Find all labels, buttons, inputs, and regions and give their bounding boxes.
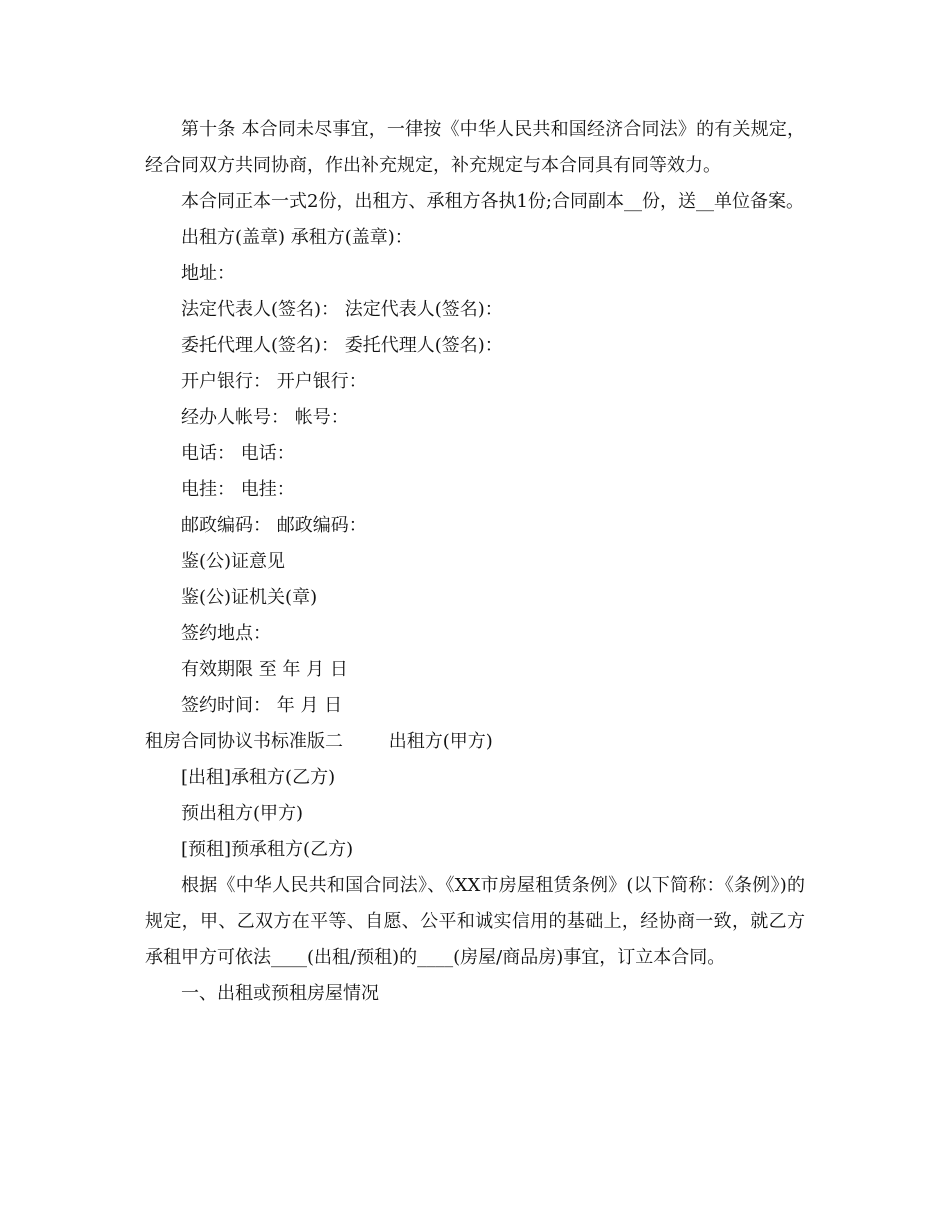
document-body <box>145 112 805 1012</box>
party-pre-lessor: 预出租方(甲方) <box>181 803 304 824</box>
copies-paragraph: 本合同正本一式2份，出租方、承租方各执1份;合同副本__份，送__单位备案。 <box>181 191 804 212</box>
party-pre-lessee: [预租]预承租方(乙方) <box>181 839 354 860</box>
party-lessee: [出租]承租方(乙方) <box>181 767 336 788</box>
signature-line-postcode: 邮政编码： 邮政编码： <box>181 515 367 536</box>
notarization-authority: 鉴(公)证机关(章) <box>181 587 318 608</box>
section-heading-one: 一、出租或预租房屋情况 <box>181 983 379 1004</box>
signature-line-telegraph: 电挂： 电挂： <box>181 479 295 500</box>
notarization-opinion: 鉴(公)证意见 <box>181 551 286 572</box>
clause-ten-paragraph: 第十条 本合同未尽事宜，一律按《中华人民共和国经济合同法》的有关规定，经合同双方共同协商，作出补充规定，补充规定与本合同具有同等效力。 <box>145 119 805 176</box>
validity-period: 有效期限 至 年 月 日 <box>181 659 348 680</box>
signing-time: 签约时间： 年 月 日 <box>181 695 343 716</box>
signature-line-address: 地址： <box>181 263 235 284</box>
signing-place: 签约地点： <box>181 623 271 644</box>
signature-line-parties: 出租方(盖章) 承租方(盖章)： <box>181 227 413 248</box>
section-title-version-two: 租房合同协议书标准版二 出租方(甲方) <box>145 731 493 752</box>
signature-line-phone: 电话： 电话： <box>181 443 295 464</box>
basis-paragraph: 根据《中华人民共和国合同法》、《XX市房屋租赁条例》(以下简称：《条例》)的规定，甲、乙双方在平等、自愿、公平和诚实信用的基础上，经协商一致，就乙方承租甲方可依法____(出租/预租)的____(房屋/商品房)事宜，订立本合同。 <box>145 875 805 968</box>
signature-line-bank: 开户银行： 开户银行： <box>181 371 367 392</box>
signature-line-agent: 委托代理人(签名)： 委托代理人(签名)： <box>181 335 503 356</box>
signature-line-legal-rep: 法定代表人(签名)： 法定代表人(签名)： <box>181 299 503 320</box>
signature-line-account: 经办人帐号： 帐号： <box>181 407 349 428</box>
